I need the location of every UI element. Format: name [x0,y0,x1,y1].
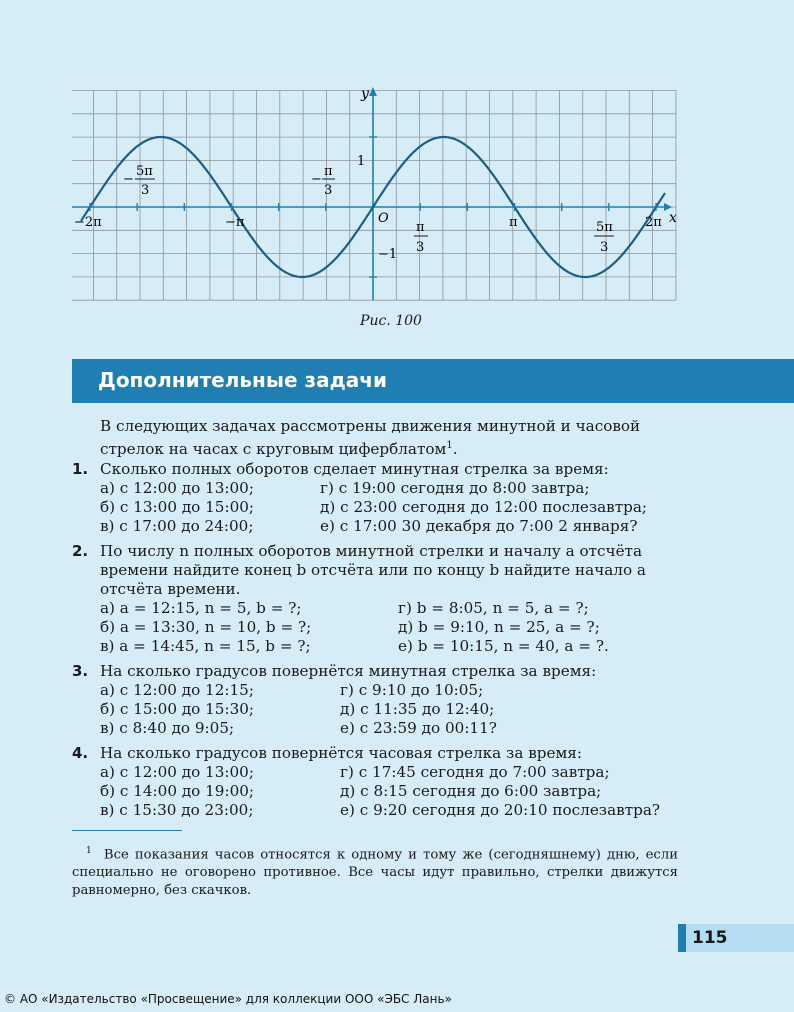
problem-statement: По числу n полных оборотов минутной стрелки и началу a отсчёта [100,542,643,560]
svg-text:−: − [311,172,322,187]
x-tick-label-pi3 [414,220,428,255]
x-tick-label-pi: π [509,215,518,230]
figure-caption: Рис. 100 [360,313,422,329]
svg-text:3: 3 [324,183,333,198]
y-tick-label-neg-1: −1 [378,247,398,262]
problem-statement: времени найдите конец b отсчёта или по концу b найдите начало a [100,561,646,579]
problem-number: 4. [72,744,89,762]
problem-item: г) с 17:45 сегодня до 7:00 завтра; [340,763,610,781]
problem-statement: На сколько градусов повернётся минутная стрелка за время: [100,662,597,680]
problem-item: а) с 12:00 до 13:00; [100,479,254,497]
svg-text:3: 3 [600,240,609,255]
problem-statement: На сколько градусов повернётся часовая стрелка за время: [100,744,582,762]
footnote: $^1$ Все показания часов относятся к одному и тому же (сегодняшнему) дню, если специально не оговорено противное. Все часы идут правильно, стрелки движутся равномерно, без скачков. [72,846,678,899]
problem-item: в) с 17:00 до 24:00; [100,517,254,535]
x-tick-label-neg-5pi3 [123,164,155,198]
y-axis [369,87,377,300]
page-number: 115 [692,928,728,948]
x-tick-label-2pi: 2π [645,215,662,230]
problem-item: в) с 8:40 до 9:05; [100,719,235,737]
svg-text:3: 3 [416,240,425,255]
problem-item: д) с 11:35 до 12:40; [340,700,495,718]
problem-statement: Сколько полных оборотов сделает минутная стрелка за время: [100,460,609,478]
intro-line-1: В следующих задачах рассмотрены движения минутной и часовой [100,417,641,435]
graph-grid [72,90,676,300]
y-axis-label: y [361,86,369,102]
problem-number: 2. [72,542,89,560]
problem-item: е) b = 10:15, n = 40, a = ?. [398,637,609,655]
problem-item: г) с 9:10 до 10:05; [340,681,484,699]
x-axis-label: x [669,210,677,226]
problem-item: д) b = 9:10, n = 25, a = ?; [398,618,600,636]
origin-label: O [378,211,389,226]
section-title: Дополнительные задачи [98,368,387,392]
problem-item: д) с 8:15 сегодня до 6:00 завтра; [340,782,602,800]
x-tick-label-neg-pi3 [311,164,335,198]
svg-text:3: 3 [141,183,150,198]
problem-item: д) с 23:00 сегодня до 12:00 послезавтра; [320,498,648,516]
problem-item: б) с 15:00 до 15:30; [100,700,255,718]
x-tick-label-neg-pi: −π [225,215,245,230]
page-number-bar [678,924,794,952]
page-number-marker [678,924,686,952]
problem-number: 3. [72,662,89,680]
svg-text:5π: 5π [596,220,613,235]
sine-graph [0,0,794,340]
problem-statement: отсчёта времени. [100,580,241,598]
problem-item: в) с 15:30 до 23:00; [100,801,254,819]
problem-item: а) с 12:00 до 12:15; [100,681,254,699]
section-banner [72,359,794,403]
problem-number: 1. [72,460,89,478]
problem-item: б) a = 13:30, n = 10, b = ?; [100,618,312,636]
problem-item: г) с 19:00 сегодня до 8:00 завтра; [320,479,590,497]
footnote-divider [72,830,182,831]
problem-item: б) с 14:00 до 19:00; [100,782,255,800]
svg-text:−: − [123,172,134,187]
copyright-notice: © АО «Издательство «Просвещение» для коллекции ООО «ЭБС Лань» [4,992,452,1006]
svg-text:π: π [416,220,425,235]
x-tick-label-5pi3 [594,220,614,255]
svg-text:5π: 5π [136,164,153,179]
problem-item: е) с 9:20 сегодня до 20:10 послезавтра? [340,801,661,819]
x-tick-label-neg-2pi: −2π [74,215,102,230]
problem-item: а) a = 12:15, n = 5, b = ?; [100,599,302,617]
problem-item: г) b = 8:05, n = 5, a = ?; [398,599,589,617]
problem-item: е) с 23:59 до 00:11? [340,719,497,737]
y-tick-label-1: 1 [357,154,366,169]
problem-item: а) с 12:00 до 13:00; [100,763,254,781]
problem-item: е) с 17:00 30 декабря до 7:00 2 января? [320,517,638,535]
problem-item: б) с 13:00 до 15:00; [100,498,255,516]
svg-text:π: π [324,164,333,179]
problem-item: в) a = 14:45, n = 15, b = ?; [100,637,311,655]
intro-line-2: стрелок на часах с круговым циферблатом$^1$. [100,440,458,459]
